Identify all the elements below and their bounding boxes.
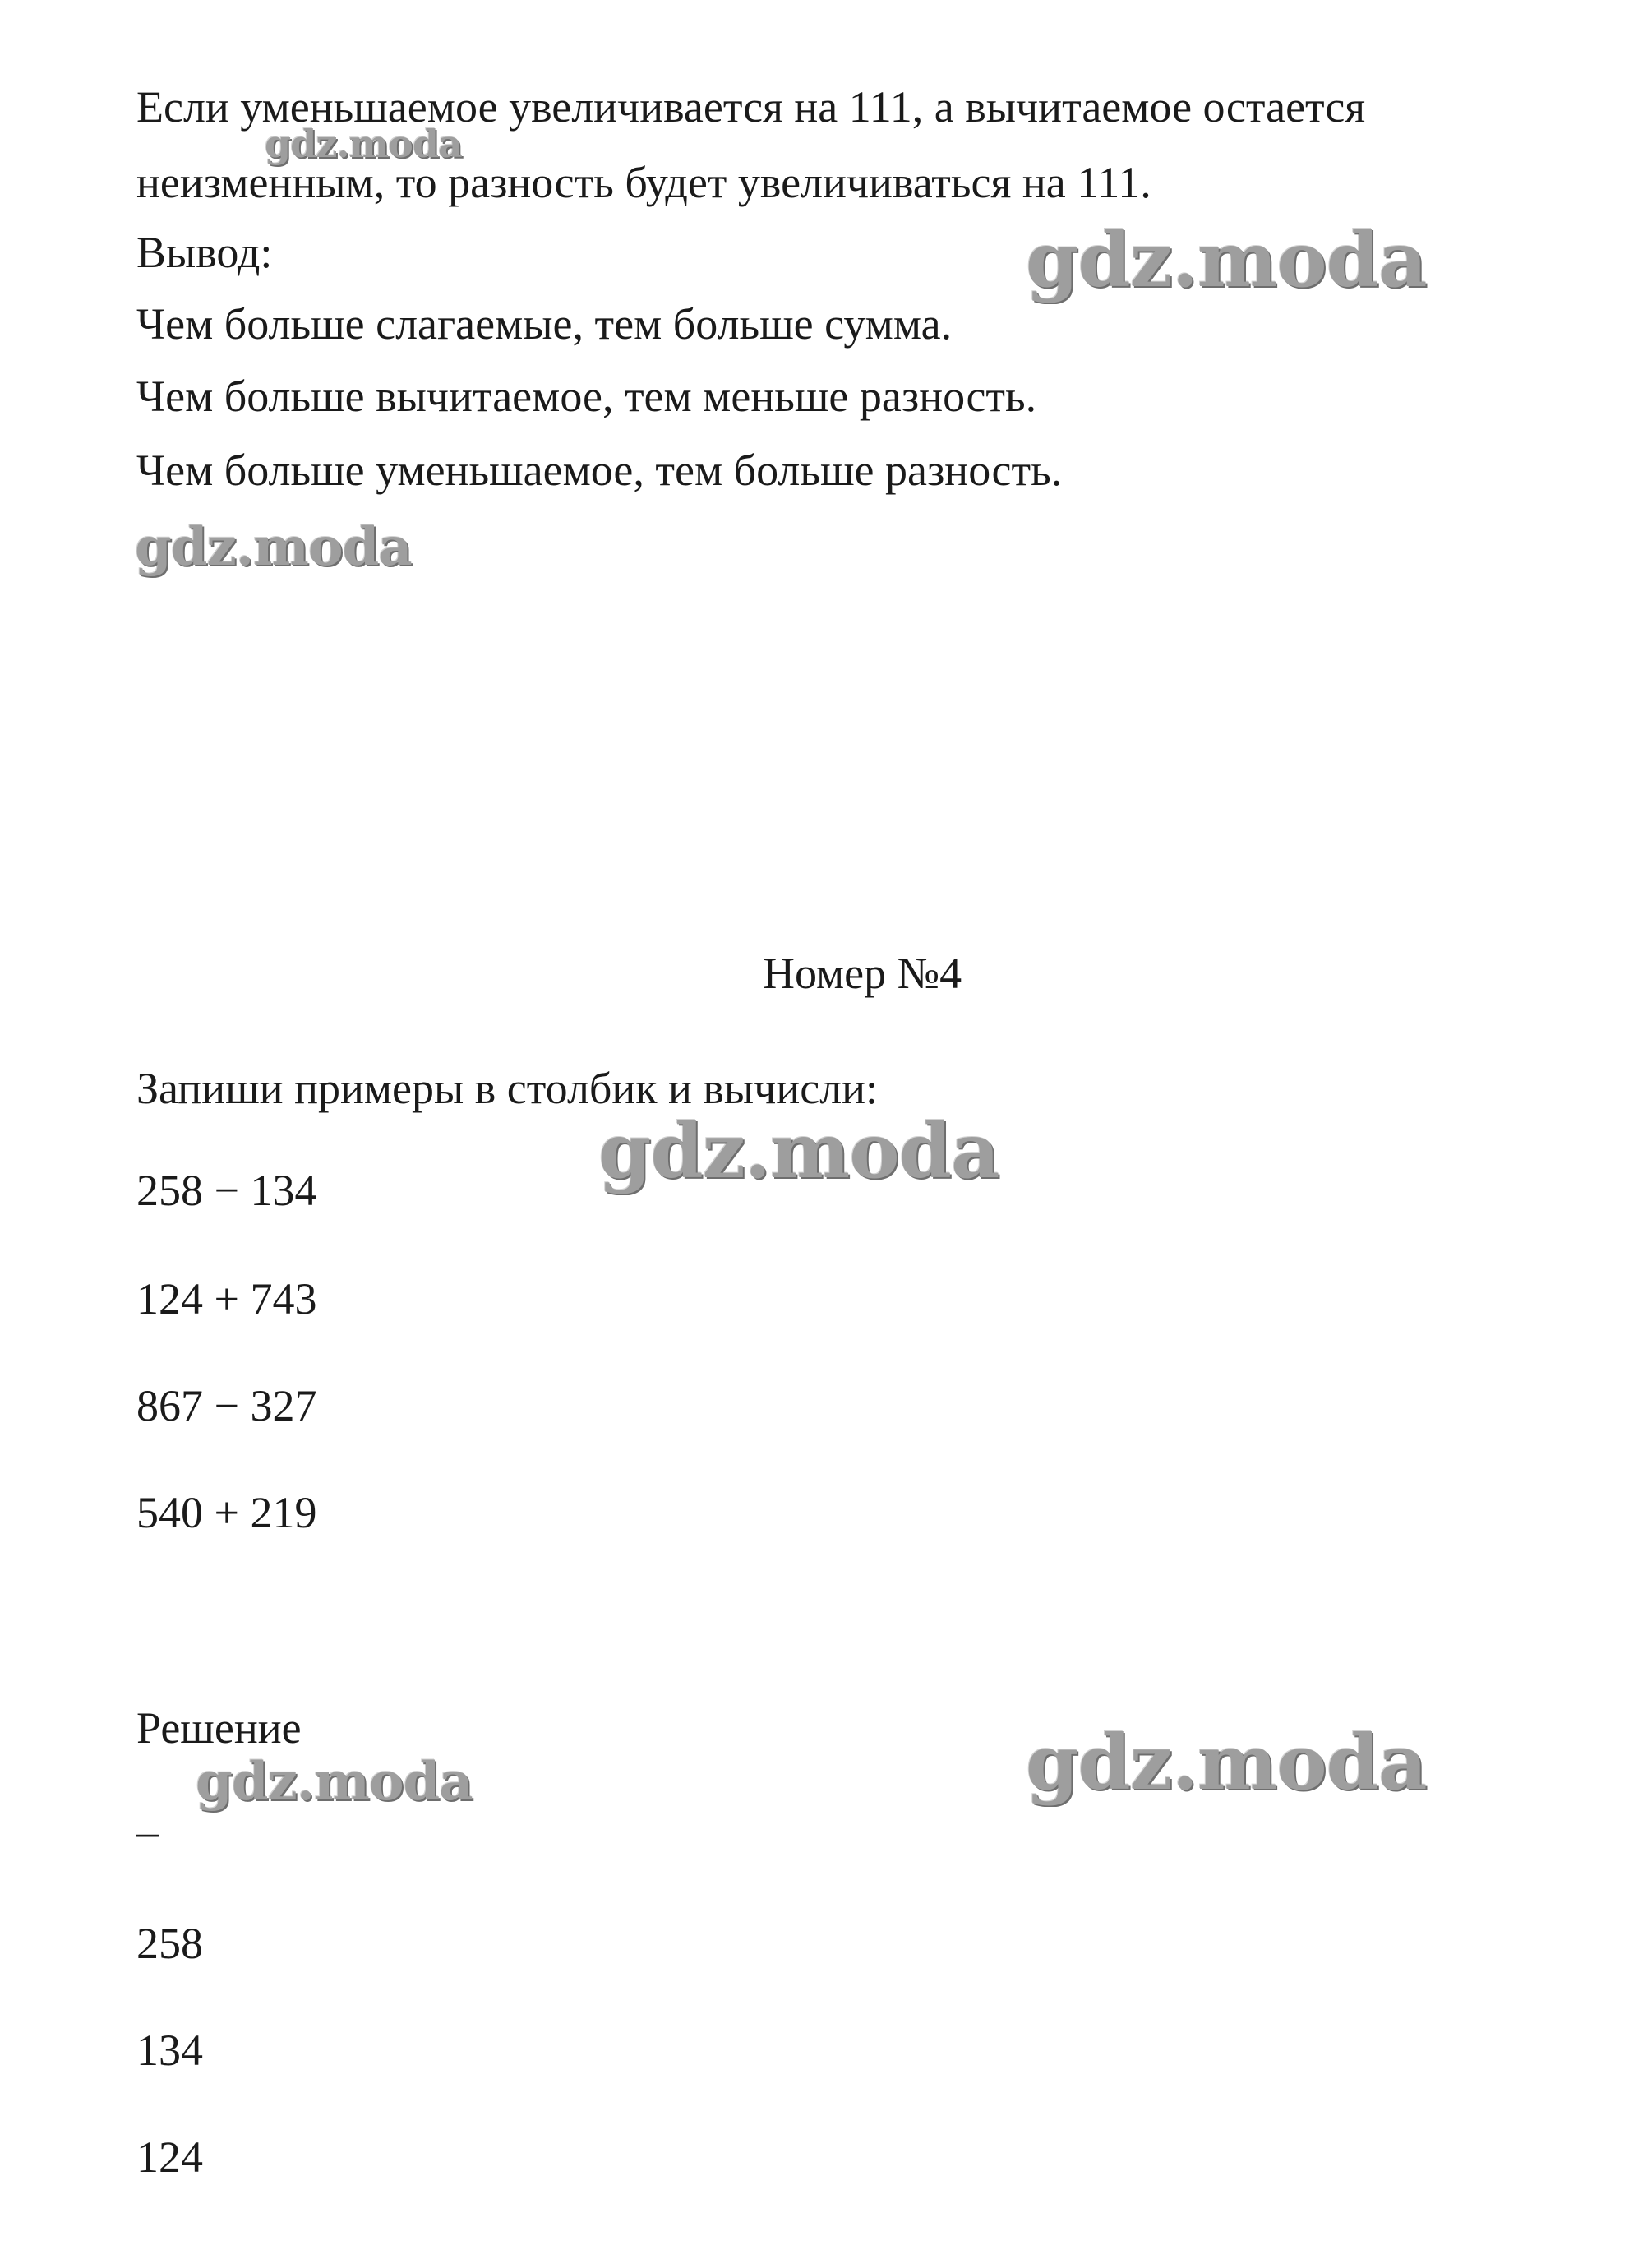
example-3: 867 − 327 <box>136 1381 317 1430</box>
task-title: Номер №4 <box>763 949 962 998</box>
example-2: 124 + 743 <box>136 1274 317 1324</box>
task-instruction: Запиши примеры в столбик и вычисли: <box>136 1064 879 1113</box>
text-line-2: неизменным, то разность будет увеличиваться на 111. <box>136 158 1151 207</box>
conclusion-line-3: Чем больше уменьшаемое, тем больше разность. <box>136 446 1063 495</box>
watermark: gdz.moda <box>1026 1718 1427 1807</box>
conclusion-label: Вывод: <box>136 228 273 277</box>
solution-operator: – <box>136 1807 159 1856</box>
example-4: 540 + 219 <box>136 1488 317 1537</box>
solution-label: Решение <box>136 1703 302 1753</box>
solution-value-2: 134 <box>136 2026 203 2075</box>
solution-value-3: 124 <box>136 2132 203 2182</box>
watermark: gdz.moda <box>1026 215 1427 304</box>
watermark: gdz.moda <box>196 1751 473 1813</box>
watermark: gdz.moda <box>135 516 412 578</box>
watermark: gdz.moda <box>598 1106 999 1195</box>
text-line-1: Если уменьшаемое увеличивается на 111, а вычитаемое остается <box>136 82 1366 132</box>
conclusion-line-2: Чем больше вычитаемое, тем меньше разность. <box>136 372 1037 421</box>
conclusion-line-1: Чем больше слагаемые, тем больше сумма. <box>136 299 953 349</box>
example-1: 258 − 134 <box>136 1166 317 1215</box>
solution-value-1: 258 <box>136 1919 203 1968</box>
watermark: gdz.moda <box>265 122 462 166</box>
